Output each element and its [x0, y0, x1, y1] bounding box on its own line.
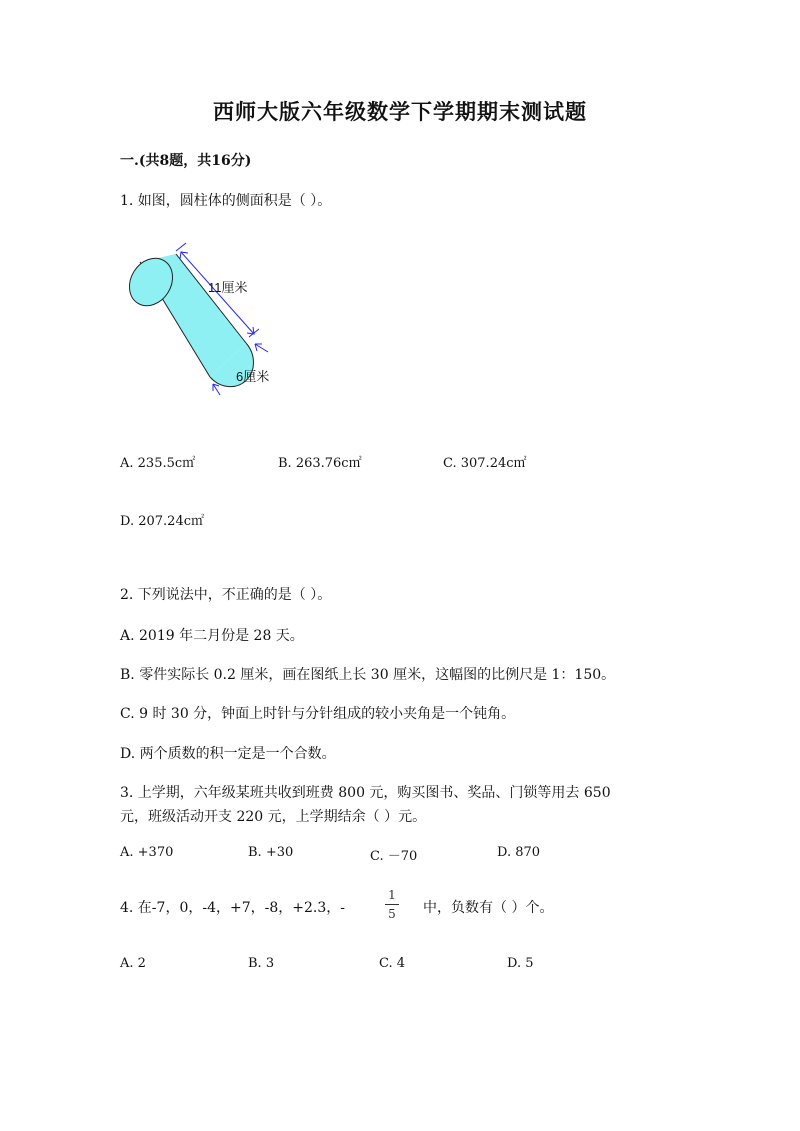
q3-option-b[interactable]: B. +30 — [248, 845, 294, 860]
question-2-stem: 2. 下列说法中，不正确的是（ ）。 — [120, 587, 332, 603]
q3-option-d[interactable]: D. 870 — [497, 845, 541, 860]
fraction-bar — [385, 904, 399, 905]
question-4-stem-left: 4. 在-7，0，-4，+7，-8，+2.3，- — [120, 900, 345, 916]
q3-option-c[interactable]: C. －70 — [370, 849, 418, 864]
question-4-stem-right: 中，负数有（ ）个。 — [423, 900, 554, 916]
section-heading: 一.(共8题，共16分) — [120, 153, 252, 169]
fraction-denominator: 5 — [388, 907, 396, 921]
question-1-stem: 1. 如图，圆柱体的侧面积是（ ）。 — [120, 193, 332, 209]
cylinder-figure — [118, 240, 288, 405]
q2-option-d[interactable]: D. 两个质数的积一定是一个合数。 — [120, 746, 336, 762]
q1-option-a[interactable]: A. 235.5c㎡ — [120, 456, 196, 471]
q2-option-a[interactable]: A. 2019 年二月份是 28 天。 — [120, 628, 304, 644]
diameter-label: 6厘米 — [236, 369, 270, 384]
q4-option-d[interactable]: D. 5 — [507, 956, 534, 971]
q3-option-a[interactable]: A. +370 — [120, 845, 174, 860]
page-title: 西师大版六年级数学下学期期末测试题 — [213, 99, 587, 124]
q2-option-b[interactable]: B. 零件实际长 0.2 厘米，画在图纸上长 30 厘米，这幅图的比例尺是 1：150。 — [120, 667, 616, 683]
question-3-stem-line1: 3. 上学期，六年级某班共收到班费 800 元，购买图书、奖品、门锁等用去 650 — [120, 785, 611, 801]
q1-option-c[interactable]: C. 307.24c㎡ — [443, 456, 527, 471]
fraction-numerator: 1 — [388, 888, 396, 902]
fraction-one-fifth — [385, 888, 399, 921]
cylinder-body — [121, 250, 254, 386]
question-3-stem-line2: 元，班级活动开支 220 元，上学期结余（ ）元。 — [120, 809, 427, 825]
q4-option-a[interactable]: A. 2 — [120, 956, 146, 971]
q4-option-c[interactable]: C. 4 — [379, 956, 406, 971]
q1-option-b[interactable]: B. 263.76c㎡ — [278, 456, 362, 471]
q4-option-b[interactable]: B. 3 — [248, 956, 275, 971]
length-label: 11厘米 — [208, 280, 248, 295]
q2-option-c[interactable]: C. 9 时 30 分，钟面上时针与分针组成的较小夹角是一个钝角。 — [120, 706, 516, 722]
q1-option-d[interactable]: D. 207.24c㎡ — [120, 514, 204, 529]
